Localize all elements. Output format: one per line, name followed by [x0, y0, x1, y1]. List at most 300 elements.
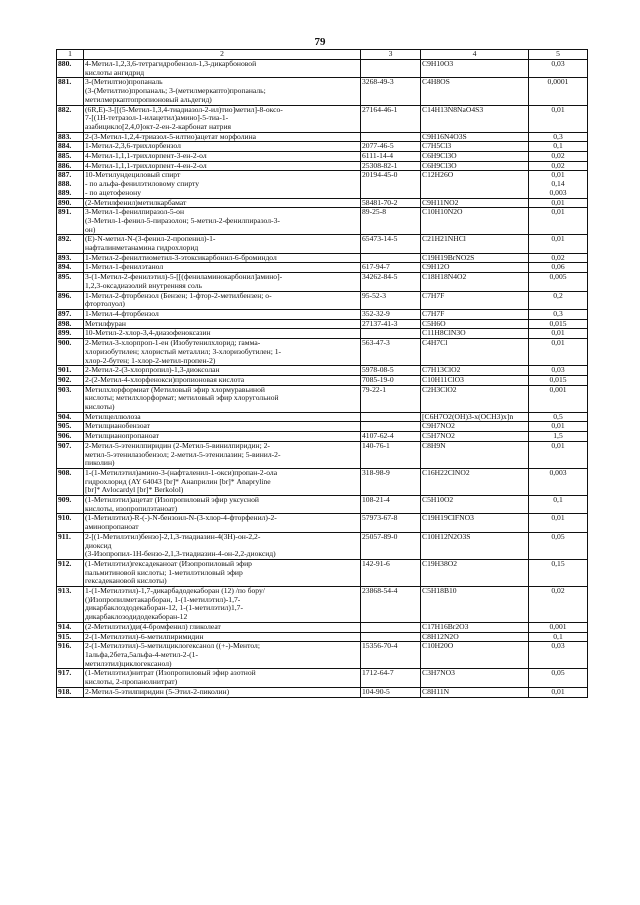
cas-number: 140-76-1	[361, 441, 421, 468]
chemical-formula: C9H11NO2	[421, 198, 529, 208]
substance-name-line: Метилфуран	[85, 319, 126, 328]
concentration-line: 0,05	[551, 532, 565, 541]
substance-name-line: 10-Метилундециловый спирт	[85, 170, 181, 180]
substance-name	[84, 412, 361, 422]
substance-name-line: 1-(1-Метилэтил)-1,7-дикарбадодекаборан (12) /по бору/	[85, 586, 265, 596]
table-row	[57, 432, 588, 442]
substance-name	[84, 385, 361, 412]
chemical-formula: C3H7NO3	[421, 669, 529, 687]
row-number	[57, 309, 84, 319]
row-number	[57, 412, 84, 422]
substance-name	[84, 319, 361, 329]
concentration-value	[529, 263, 588, 273]
substance-name-line: аминопропаноат	[85, 522, 139, 532]
row-number	[57, 291, 84, 309]
concentration-value	[529, 171, 588, 198]
substance-name-line: хлоризобутилен; хлористый металлил; 3-хлоризобутилен; 1-	[85, 346, 282, 356]
substance-name-line: (3-(Метилтио)пропаналь; 3-(метилмеркапто)пропаналь;	[85, 86, 266, 96]
substance-name-line: кислоты, изопропилэтаноат)	[85, 503, 178, 513]
cas-number: 58481-70-2	[361, 198, 421, 208]
cas-number: 27137-41-3	[361, 319, 421, 329]
substance-name-line: кислоты)	[85, 402, 115, 412]
row-number	[57, 339, 84, 366]
row-number	[57, 514, 84, 532]
substance-name-line: пальмитиновой кислоты; 1-метилэтиловый эфир	[85, 567, 243, 577]
concentration-value	[529, 319, 588, 329]
chemical-formula: C14H13N8NaO4S3	[421, 105, 529, 132]
chemical-formula: C5H18B10	[421, 587, 529, 623]
chemical-formula: C8H11N	[421, 687, 529, 697]
table-row	[57, 632, 588, 642]
cas-number: 25308-82-1	[361, 161, 421, 171]
substance-name-line: 2-Метил-5-этилпиридин (5-Этил-2-пиколин)	[85, 687, 230, 696]
substance-name-line: (1-Метилэтил)гексадеканоат (Изопропиловый эфир	[85, 559, 252, 568]
table-row	[57, 60, 588, 78]
cas-number: 79-22-1	[361, 385, 421, 412]
concentration-line: 0,02	[551, 151, 565, 161]
row-number-line: 911.	[58, 532, 71, 541]
substance-name	[84, 78, 361, 105]
substance-name-line: азабицикло[2,4,0]окт-2-ен-2-карбонат натрия	[85, 121, 232, 131]
concentration-line: 0,2	[553, 291, 563, 300]
concentration-value	[529, 142, 588, 152]
concentration-line: 0,003	[549, 187, 567, 197]
substance-name-line: Метилцеллюлоза	[85, 412, 141, 421]
concentration-line: 0,01	[551, 441, 565, 450]
substance-name-line: - по ацетофенону	[85, 187, 142, 197]
table-row	[57, 329, 588, 339]
table-row	[57, 441, 588, 468]
row-number-line: 902.	[58, 375, 72, 384]
row-number-line: 889.	[58, 187, 72, 197]
substance-name-line: 3-(1-Метил-2-фенилэтил)-5-[[(фениламинокарбонил]амино]-	[85, 272, 283, 282]
concentration-value	[529, 514, 588, 532]
concentration-value	[529, 291, 588, 309]
cas-number: 352-32-9	[361, 309, 421, 319]
substance-name-line: 4-Метил-1,1,1-трихлорпент-3-ен-2-ол	[85, 151, 207, 161]
chemical-formula: [C6H7O2(OH)3-x(OCH3)x]n	[421, 412, 529, 422]
substance-name	[84, 587, 361, 623]
row-number	[57, 171, 84, 198]
row-number	[57, 253, 84, 263]
table-row	[57, 468, 588, 495]
cas-number: 34262-84-5	[361, 273, 421, 291]
concentration-value	[529, 632, 588, 642]
table-row	[57, 235, 588, 253]
table-header-row	[57, 50, 588, 60]
substance-name	[84, 253, 361, 263]
table-row	[57, 263, 588, 273]
row-number	[57, 152, 84, 162]
concentration-line: 0,001	[549, 385, 567, 394]
concentration-line: 0,01	[551, 207, 565, 217]
cas-number: 563-47-3	[361, 339, 421, 366]
chemical-formula: C9H7NO2	[421, 422, 529, 432]
table-row	[57, 161, 588, 171]
row-number	[57, 263, 84, 273]
row-number-line: 918.	[58, 687, 72, 696]
page-number: 79	[314, 36, 326, 48]
substance-name-line: 1-(1-Метилэтил)амино-3-(нафталенил-1-окси)пропан-2-ола	[85, 468, 278, 477]
substance-name-line: Метилхлорформиат (Метиловый эфир хлормуравьиной	[85, 385, 265, 394]
cas-number	[361, 632, 421, 642]
cas-number	[361, 132, 421, 142]
concentration-value	[529, 385, 588, 412]
concentration-value	[529, 339, 588, 366]
cas-number: 142-91-6	[361, 559, 421, 586]
chemical-formula: C5H7NO2	[421, 432, 529, 442]
concentration-line: 0,5	[553, 412, 563, 421]
substance-name	[84, 142, 361, 152]
table-row	[57, 422, 588, 432]
concentration-line: 0,03	[551, 59, 565, 68]
row-number-line: 898.	[58, 319, 72, 328]
substance-name	[84, 105, 361, 132]
row-number-line: 880.	[58, 59, 72, 68]
row-number-line: 895.	[58, 272, 72, 282]
chemical-formula: C4H7Cl	[421, 339, 529, 366]
chemical-formula: C19H38O2	[421, 559, 529, 586]
table-row	[57, 366, 588, 376]
cas-number	[361, 60, 421, 78]
substance-name	[84, 559, 361, 586]
concentration-line: 0,03	[551, 365, 565, 375]
row-number-line: 906.	[58, 431, 72, 441]
substance-name	[84, 339, 361, 366]
row-number-line: 904.	[58, 412, 72, 421]
substance-name	[84, 642, 361, 669]
concentration-value	[529, 366, 588, 376]
concentration-line: 0,01	[551, 105, 565, 114]
table-row	[57, 105, 588, 132]
cas-number: 108-21-4	[361, 496, 421, 514]
concentration-value	[529, 60, 588, 78]
substance-name-line: кислоты, 2-пропанолнитрат)	[85, 677, 178, 687]
substance-name-line: (3-Изопропил-1Н-бензо-2,1,3-тиадиазин-4-он-2,2-диоксид)	[85, 549, 276, 559]
row-number	[57, 385, 84, 412]
concentration-line: 1,5	[553, 431, 563, 441]
chemical-formula: C19H19ClFNO3	[421, 514, 529, 532]
table-row	[57, 171, 588, 198]
substance-name	[84, 622, 361, 632]
row-number	[57, 329, 84, 339]
substance-name-line: (E)-N-метил-N-(3-фенил-2-пропенил)-1-	[85, 234, 216, 244]
concentration-line: 0,01	[551, 421, 565, 431]
chemical-formula: C17H16Br2O3	[421, 622, 529, 632]
chemical-formula: C6H9Cl3O	[421, 161, 529, 171]
concentration-line: 0,14	[551, 179, 565, 189]
substance-name-line: метил-5-этенилазобензол; 2-метил-5-этенилазин; 5-винил-2-	[85, 449, 281, 459]
table-row	[57, 587, 588, 623]
substance-name	[84, 161, 361, 171]
concentration-line: 0,01	[551, 513, 565, 523]
row-number-line: 896.	[58, 291, 72, 300]
concentration-value	[529, 375, 588, 385]
substance-name	[84, 198, 361, 208]
cas-number: 5978-08-5	[361, 366, 421, 376]
substance-name	[84, 532, 361, 559]
chemical-formula: C19H19BrNO2S	[421, 253, 529, 263]
row-number	[57, 642, 84, 669]
chemical-formula: C7H5Cl3	[421, 142, 529, 152]
concentration-line: 0,03	[551, 641, 565, 651]
chemical-formula: C7H7F	[421, 291, 529, 309]
chemical-formula: C9H10O3	[421, 60, 529, 78]
chemical-formula: C10H11ClO3	[421, 375, 529, 385]
row-number-line: 899.	[58, 328, 72, 338]
cas-number: 617-94-7	[361, 263, 421, 273]
concentration-line: 0,02	[551, 586, 565, 596]
chemical-formula: C7H13ClO2	[421, 366, 529, 376]
row-number	[57, 587, 84, 623]
table-row	[57, 291, 588, 309]
row-number	[57, 273, 84, 291]
table-body	[57, 60, 588, 698]
chemical-formula: C2H3ClO2	[421, 385, 529, 412]
row-number	[57, 319, 84, 329]
table-row	[57, 208, 588, 235]
substance-name-line: пиколин)	[85, 458, 115, 468]
substance-name-line: 1альфа,2бета,5альфа-4-метил-2-(1-	[85, 650, 198, 659]
table-row	[57, 669, 588, 687]
concentration-value	[529, 559, 588, 586]
table-row	[57, 198, 588, 208]
concentration-value	[529, 669, 588, 687]
cas-number: 6111-14-4	[361, 152, 421, 162]
cas-number	[361, 622, 421, 632]
substance-name-line: - по альфа-фенилэтиловому спирту	[85, 179, 200, 189]
table-row	[57, 642, 588, 669]
concentration-value	[529, 273, 588, 291]
column-header-number: 1	[57, 50, 84, 60]
concentration-line: 0,15	[551, 559, 565, 568]
row-number	[57, 687, 84, 697]
table-row	[57, 622, 588, 632]
table-row	[57, 385, 588, 412]
substance-name	[84, 468, 361, 495]
substance-name-line: Метилцианобензоат	[85, 421, 150, 431]
row-number-line: 881.	[58, 77, 72, 87]
row-number-line: 914.	[58, 622, 72, 631]
substance-name-line: дикарбаклоздодекаборан-12, 1-(1-метилэтил)1,7-	[85, 603, 243, 613]
concentration-value	[529, 532, 588, 559]
chemical-formula: C12H26O	[421, 171, 529, 198]
concentration-line: 0,015	[549, 375, 567, 384]
chemical-formula: C10H12N2O3S	[421, 532, 529, 559]
substance-name	[84, 632, 361, 642]
substance-name-line: 3-Метил-1-фенилпиразол-5-он	[85, 207, 185, 217]
cas-number: 65473-14-5	[361, 235, 421, 253]
table-row	[57, 78, 588, 105]
row-number-line: 883.	[58, 132, 72, 141]
row-number-line: 884.	[58, 141, 72, 151]
row-number	[57, 468, 84, 495]
row-number	[57, 366, 84, 376]
concentration-line: 0,015	[549, 319, 567, 328]
substance-name-line: 3-(Метилтио)пропаналь	[85, 77, 163, 87]
concentration-value	[529, 253, 588, 263]
column-header-formula: 4	[421, 50, 529, 60]
row-number-line: 917.	[58, 668, 72, 678]
substance-name	[84, 514, 361, 532]
concentration-value	[529, 432, 588, 442]
chemical-formula: C8H9N	[421, 441, 529, 468]
substance-name-line: он)	[85, 224, 96, 234]
substance-name	[84, 366, 361, 376]
row-number	[57, 559, 84, 586]
substance-name-line: 7-[(1Н-тетразол-1-илацетил)амино]-5-тиа-1-	[85, 113, 229, 123]
substance-name-line: (1-Метилэтил)ацетат (Изопропиловый эфир уксусной	[85, 495, 259, 505]
substance-name-line: гексадекановой кислоты)	[85, 576, 167, 586]
cas-number: 95-52-3	[361, 291, 421, 309]
table-row	[57, 273, 588, 291]
row-number-line: 916.	[58, 641, 72, 651]
substance-name	[84, 273, 361, 291]
chemical-formula: C21H21NHCl	[421, 235, 529, 253]
substance-name	[84, 309, 361, 319]
row-number-line: 909.	[58, 495, 72, 505]
cas-number: 25057-89-0	[361, 532, 421, 559]
row-number	[57, 132, 84, 142]
cas-number: 89-25-8	[361, 208, 421, 235]
row-number-line: 887.	[58, 170, 72, 180]
substance-name-line: 2-Метил-5-этенилпиридин (2-Метил-5-винилпиридин; 2-	[85, 441, 270, 450]
concentration-line: 0,1	[553, 632, 563, 641]
chemical-formula: C18H18N4O2	[421, 273, 529, 291]
table-row	[57, 514, 588, 532]
substance-name-line: 2-Метил-3-хлорпроп-1-ен (Изобутенилхлорид; гамма-	[85, 338, 261, 348]
concentration-value	[529, 132, 588, 142]
concentration-value	[529, 587, 588, 623]
row-number-line: 908.	[58, 468, 72, 477]
substance-name	[84, 235, 361, 253]
substance-name-line: (2-Метилфенил)метилкарбамат	[85, 198, 187, 207]
row-number-line: 905.	[58, 421, 72, 431]
substance-name-line: ()Изопропилметакарборан, 1-(1-метилэтил)-1,7-	[85, 594, 241, 604]
substance-name	[84, 291, 361, 309]
row-number	[57, 669, 84, 687]
substance-name	[84, 687, 361, 697]
concentration-value	[529, 198, 588, 208]
row-number-line: 903.	[58, 385, 72, 394]
concentration-value	[529, 468, 588, 495]
table-row	[57, 559, 588, 586]
row-number-line: 901.	[58, 365, 72, 375]
row-number-line: 910.	[58, 513, 72, 523]
substance-name-line: 1-Метил-1-фенилэтанол	[85, 262, 164, 272]
row-number-line: 915.	[58, 632, 72, 641]
cas-number: 4107-62-4	[361, 432, 421, 442]
chemical-formula: C16H22ClNO2	[421, 468, 529, 495]
table-row	[57, 142, 588, 152]
column-header-concentration: 5	[529, 50, 588, 60]
cas-number: 1712-64-7	[361, 669, 421, 687]
concentration-line: 0,001	[549, 622, 567, 631]
substance-table	[56, 49, 588, 698]
substance-name-line: кислоты; метилхлорформат; метиловый эфир хлоругольной	[85, 393, 279, 403]
cas-number: 27164-46-1	[361, 105, 421, 132]
substance-name-line: (1-Метилэтил)-R-(-)-N-бензоил-N-(3-хлор-4-фторфенил)-2-	[85, 513, 277, 523]
row-number-line: 907.	[58, 441, 72, 450]
concentration-line: 0,01	[551, 338, 565, 348]
row-number	[57, 496, 84, 514]
row-number-line: 882.	[58, 105, 72, 114]
substance-name-line: (6R,E)-3-[[(5-Метил-1,3,4-тиадиазол-2-ил)тио]метил]-8-оксо-	[85, 105, 283, 114]
table-row	[57, 309, 588, 319]
cas-number: 23868-54-4	[361, 587, 421, 623]
chemical-formula: C11H8ClN3O	[421, 329, 529, 339]
chemical-formula: C5H6O	[421, 319, 529, 329]
row-number-line: 900.	[58, 338, 72, 348]
concentration-line: 0,02	[551, 253, 565, 262]
substance-name-line: 4-Метил-1,1,1-трихлорпент-4-ен-2-ол	[85, 161, 207, 170]
chemical-formula: C6H9Cl3O	[421, 152, 529, 162]
substance-name-line: 1-Метил-4-фторбензол	[85, 309, 159, 318]
concentration-value	[529, 441, 588, 468]
cas-number: 2077-46-5	[361, 142, 421, 152]
chemical-formula: C9H12O	[421, 263, 529, 273]
table-row	[57, 532, 588, 559]
substance-name-line: 1-Метил-2-фторбензол (Бензен; 1-фтор-2-метилбензен; о-	[85, 291, 272, 300]
substance-name	[84, 208, 361, 235]
table-row	[57, 496, 588, 514]
concentration-value	[529, 422, 588, 432]
row-number	[57, 532, 84, 559]
table-row	[57, 152, 588, 162]
substance-name-line: (3-Метил-1-фенил-5-пиразолон; 5-метил-2-фенилпиразол-3-	[85, 215, 280, 225]
concentration-line: 0,01	[551, 234, 565, 244]
concentration-value	[529, 329, 588, 339]
concentration-line: 0,0001	[547, 77, 569, 87]
concentration-line: 0,02	[551, 161, 565, 170]
row-number	[57, 422, 84, 432]
concentration-value	[529, 105, 588, 132]
chemical-formula: C8H12N2O	[421, 632, 529, 642]
substance-table-container	[56, 49, 587, 698]
cas-number: 20194-45-0	[361, 171, 421, 198]
substance-name-line: 2-[(1-Метилэтил)бензо]-2,1,3-тиадиазин-4(3Н)-он-2,2-	[85, 532, 261, 541]
concentration-line: 0,3	[553, 132, 563, 141]
row-number	[57, 622, 84, 632]
row-number	[57, 632, 84, 642]
substance-name-line: нафталинметанамина гидрохлорид	[85, 243, 199, 253]
table-row	[57, 253, 588, 263]
concentration-line: 0,003	[549, 468, 567, 477]
substance-name	[84, 263, 361, 273]
substance-name-line: 1,2,3-оксадиазолий внутренняя соль	[85, 280, 202, 290]
row-number-line: 886.	[58, 161, 72, 170]
concentration-line: 0,01	[551, 328, 565, 338]
substance-name-line: метилмеркаптопропионовый альдегид)	[85, 94, 212, 104]
row-number-line: 892.	[58, 234, 72, 244]
table-row	[57, 412, 588, 422]
concentration-value	[529, 235, 588, 253]
substance-name-line: гидрохлорид (AY 64043 [br]* Анаприлин [br]* Anapryline	[85, 476, 271, 486]
substance-name	[84, 422, 361, 432]
substance-name-line: 2-(1-Метилэтил)-5-метилциклогексанол ((+-)-Ментол;	[85, 641, 260, 651]
substance-name	[84, 669, 361, 687]
row-number	[57, 235, 84, 253]
cas-number: 57973-67-8	[361, 514, 421, 532]
concentration-value	[529, 152, 588, 162]
substance-name-line: 10-Метил-2-хлор-3,4-диазофеноксазин	[85, 328, 211, 338]
table-row	[57, 339, 588, 366]
row-number-line: 894.	[58, 262, 72, 272]
substance-name-line: 4-Метил-1,2,3,6-тетрагидробензол-1,3-дикарбоновой	[85, 59, 257, 68]
row-number	[57, 105, 84, 132]
substance-name	[84, 132, 361, 142]
substance-name-line: (2-Метилэтил)ди(4-бромфенил) гликолеат	[85, 622, 221, 631]
